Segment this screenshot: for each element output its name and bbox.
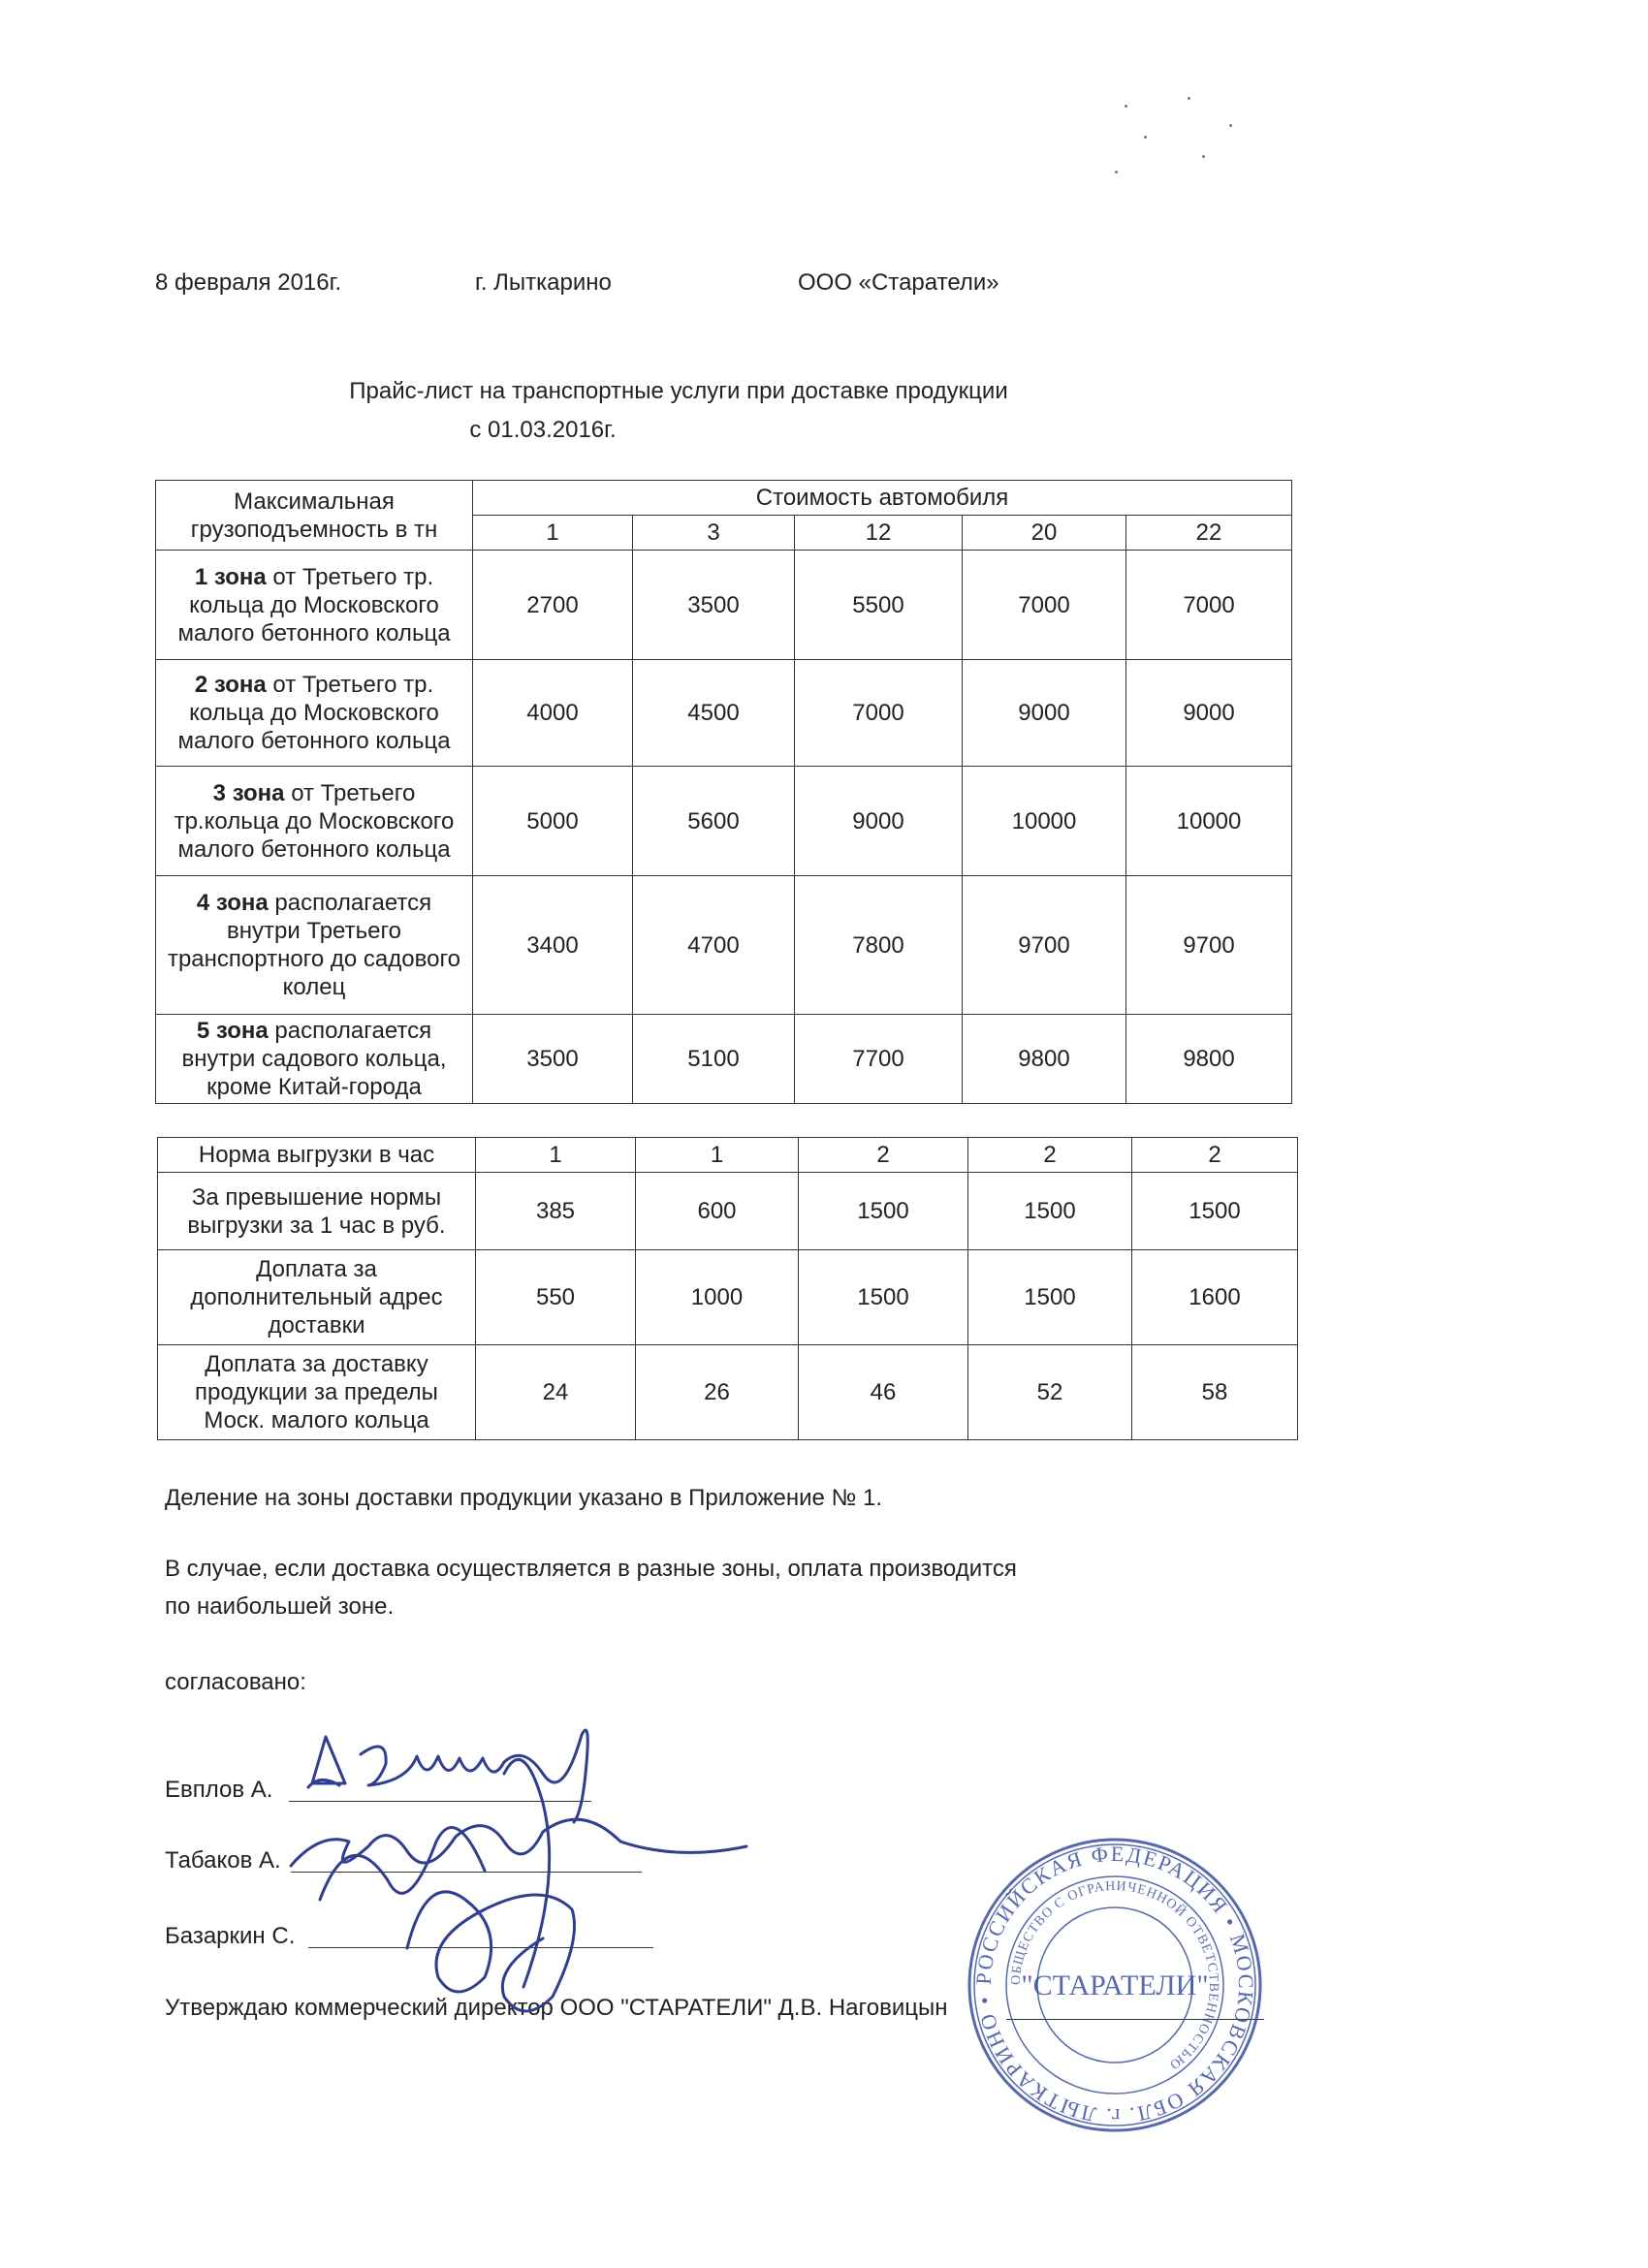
table-cell: 4500 (633, 660, 795, 767)
scan-speck (1229, 124, 1232, 127)
effective-date: с 01.03.2016г. (469, 417, 617, 443)
table-cell: 3500 (633, 551, 795, 660)
capacity-22: 22 (1126, 516, 1292, 551)
table-cell: 9700 (963, 876, 1126, 1015)
table-cell: 1500 (968, 1173, 1132, 1250)
scan-speck (1202, 155, 1205, 158)
agreed-label: согласовано: (165, 1669, 306, 1695)
table-cell: 9800 (963, 1015, 1126, 1104)
zones-note: Деление на зоны доставки продукции указано в Приложение № 1. (165, 1485, 883, 1511)
table-cell: 1500 (1132, 1173, 1298, 1250)
table-cell: 10000 (963, 767, 1126, 876)
table-cell: 550 (476, 1250, 636, 1345)
capacity-20: 20 (963, 516, 1126, 551)
table-cell: 1000 (636, 1250, 799, 1345)
table-cell: 9000 (963, 660, 1126, 767)
zone-text: от Третьего тр. кольца до Московского малого бетонного кольца (177, 563, 451, 646)
zone-label: 5 зона (196, 1018, 269, 1044)
approval-line: Утверждаю коммерческий директор ООО "СТАРАТЕЛИ" Д.В. Наговицын (165, 1995, 948, 2021)
row-label: Доплата за доставку продукции за пределы Моск. малого кольца (158, 1345, 476, 1440)
payment-note-line2: по наибольшей зоне. (165, 1593, 395, 1620)
scan-speck (1144, 136, 1147, 139)
zone-label: 1 зона (194, 563, 267, 590)
document-date: 8 февраля 2016г. (155, 269, 342, 296)
capacity-1: 1 (473, 516, 633, 551)
signer-bazarkin: Базаркин С. (165, 1923, 296, 1949)
table-cell: 52 (968, 1345, 1132, 1440)
zone-text: располагается внутри Третьего транспортного до садового колец (167, 890, 461, 1000)
table-cell: 5100 (633, 1015, 795, 1104)
capacity-3: 3 (633, 516, 795, 551)
document-city: г. Лыткарино (475, 269, 612, 296)
table-cell: 9000 (1126, 660, 1292, 767)
zone-label: 2 зона (194, 672, 267, 698)
zone-label: 4 зона (196, 890, 269, 916)
scan-speck (1188, 97, 1190, 100)
page-title: Прайс-лист на транспортные услуги при доставке продукции (349, 378, 1008, 404)
table-cell: 1 (476, 1138, 636, 1173)
cost-header: Стоимость автомобиля (473, 481, 1292, 516)
table-cell: 4700 (633, 876, 795, 1015)
signer-tabakov: Табаков А. (165, 1847, 281, 1874)
stamp-inner-text: ОБЩЕСТВО С ОГРАНИЧЕННОЙ ОТВЕТСТВЕННОСТЬЮ (1008, 1878, 1221, 2072)
signature-tabakov (291, 1819, 746, 1866)
row-label: Норма выгрузки в час (158, 1138, 476, 1173)
table-cell: 7000 (1126, 551, 1292, 660)
company-stamp (960, 1830, 1270, 2140)
payment-note-line1: В случае, если доставка осуществляется в разные зоны, оплата производится (165, 1556, 1017, 1582)
table-cell: 1600 (1132, 1250, 1298, 1345)
scan-speck (1125, 105, 1127, 108)
table-cell: 1500 (799, 1173, 968, 1250)
signer-evplov: Евплов А. (165, 1777, 273, 1803)
table-cell: 3500 (473, 1015, 633, 1104)
table-cell: 7700 (795, 1015, 963, 1104)
table-cell: 1500 (968, 1250, 1132, 1345)
zone-label: 3 зона (212, 779, 285, 806)
capacity-header: Максимальная грузоподъемность в тн (156, 481, 473, 551)
table-cell: 7800 (795, 876, 963, 1015)
table-cell: 385 (476, 1173, 636, 1250)
zone-text: располагается внутри садового кольца, кроме Китай-города (181, 1018, 447, 1100)
table-cell: 9700 (1126, 876, 1292, 1015)
table-cell: 2 (1132, 1138, 1298, 1173)
table-cell: 46 (799, 1345, 968, 1440)
table-cell: 7000 (795, 660, 963, 767)
table-cell: 1 (636, 1138, 799, 1173)
stamp-outer-text: РОССИЙСКАЯ ФЕДЕРАЦИЯ • МОСКОВСКАЯ ОБЛ. г. ЛЫТКАРИНО • (970, 1841, 1259, 2129)
table-cell: 1500 (799, 1250, 968, 1345)
zone-text: от Третьего тр. кольца до Московского малого бетонного кольца (177, 672, 451, 754)
table-cell: 7000 (963, 551, 1126, 660)
table-cell: 600 (636, 1173, 799, 1250)
table-cell: 2 (799, 1138, 968, 1173)
zone-text: от Третьего тр.кольца до Московского малого бетонного кольца (174, 779, 455, 863)
row-label: Доплата за дополнительный адрес доставки (158, 1250, 476, 1345)
signature-evplov (308, 1737, 345, 1787)
table-cell: 5600 (633, 767, 795, 876)
company-name: ООО «Старатели» (798, 269, 999, 296)
table-cell: 5500 (795, 551, 963, 660)
capacity-12: 12 (795, 516, 963, 551)
row-label: За превышение нормы выгрузки за 1 час в руб. (158, 1173, 476, 1250)
table-cell: 26 (636, 1345, 799, 1440)
table-cell: 3400 (473, 876, 633, 1015)
signature-stroke (504, 1759, 550, 1987)
table-cell: 2 (968, 1138, 1132, 1173)
table-cell: 4000 (473, 660, 633, 767)
table-cell: 9800 (1126, 1015, 1292, 1104)
table-cell: 58 (1132, 1345, 1298, 1440)
table-cell: 24 (476, 1345, 636, 1440)
table-cell: 2700 (473, 551, 633, 660)
table-cell: 10000 (1126, 767, 1292, 876)
scan-speck (1115, 171, 1118, 173)
table-cell: 5000 (473, 767, 633, 876)
signature-evplov-tail (361, 1730, 587, 1822)
signature-bazarkin (407, 1892, 575, 2011)
stamp-center-text: "СТАРАТЕЛИ" (1021, 1969, 1209, 2001)
table-cell: 9000 (795, 767, 963, 876)
